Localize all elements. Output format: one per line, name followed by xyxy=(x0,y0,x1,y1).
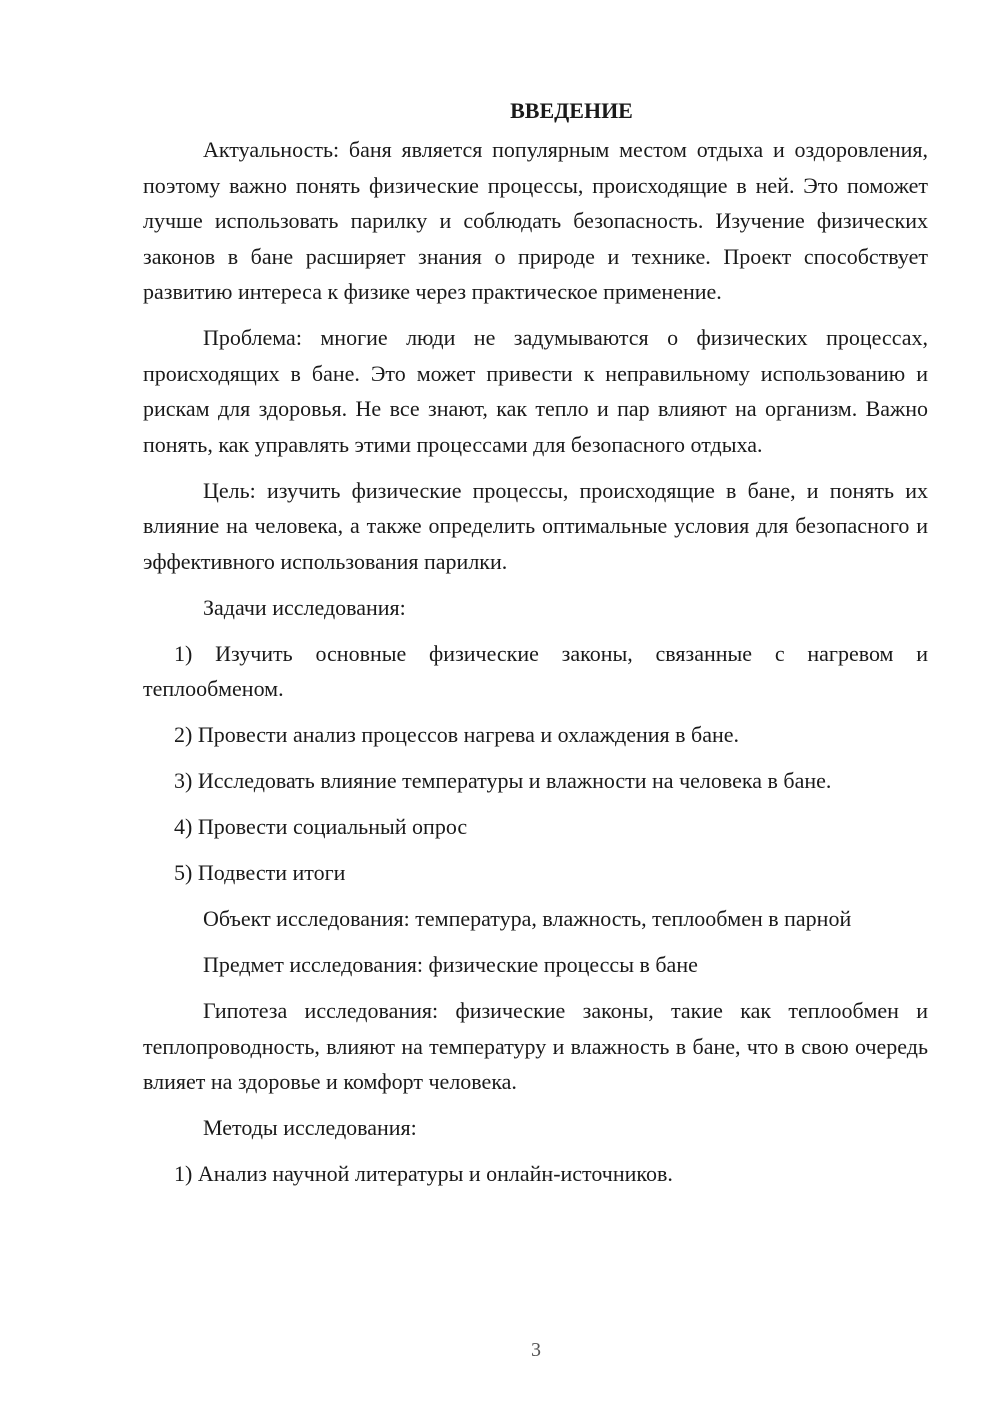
relevance-paragraph: Актуальность: баня является популярным местом отдыха и оздоровления, поэтому важно понять физические процессы, происходящие в ней. Это поможет лучше использовать парилку и соблюдать безопасность. Изучение физических законов в бане расширяет знания о природе и технике. Проект способствует развитию интереса к физике через практическое применение. xyxy=(143,137,928,304)
hypothesis-paragraph: Гипотеза исследования: физические законы, такие как теплообмен и теплопроводность, влияют на температуру и влажность в бане, что в свою очередь влияет на здоровье и комфорт человека. xyxy=(143,998,928,1094)
problem-paragraph: Проблема: многие люди не задумываются о физических процессах, происходящих в бане. Это может привести к неправильному использованию и рискам для здоровья. Не все знают, как тепло и пар влияют на организм. Важно понять, как управлять этими процессами для безопасного отдыха. xyxy=(143,325,928,457)
goal-paragraph: Цель: изучить физические процессы, происходящие в бане, и понять их влияние на человека, а также определить оптимальные условия для безопасного и эффективного использования парилки. xyxy=(143,477,928,574)
task-item-5: 5) Подвести итоги xyxy=(174,860,346,885)
tasks-heading: Задачи исследования: xyxy=(203,594,406,620)
object-paragraph: Объект исследования: температура, влажность, теплообмен в парной xyxy=(203,906,852,931)
task-item-2: 2) Провести анализ процессов нагрева и охлаждения в бане. xyxy=(174,722,740,747)
page-number: 3 xyxy=(531,1339,541,1361)
subject-paragraph: Предмет исследования: физические процессы в бане xyxy=(203,952,698,977)
task-item-4: 4) Провести социальный опрос xyxy=(174,814,468,839)
method-item-1: 1) Анализ научной литературы и онлайн-источников. xyxy=(174,1161,673,1186)
methods-heading: Методы исследования: xyxy=(203,1115,417,1140)
task-item-1: 1) Изучить основные физические законы, связанные с нагревом и теплообменом. xyxy=(143,640,928,701)
section-title-text: ВВЕДЕНИЕ xyxy=(510,98,633,123)
page-content xyxy=(143,93,928,1202)
task-item-3: 3) Исследовать влияние температуры и влажности на человека в бане. xyxy=(174,768,832,793)
section-title xyxy=(143,93,928,128)
